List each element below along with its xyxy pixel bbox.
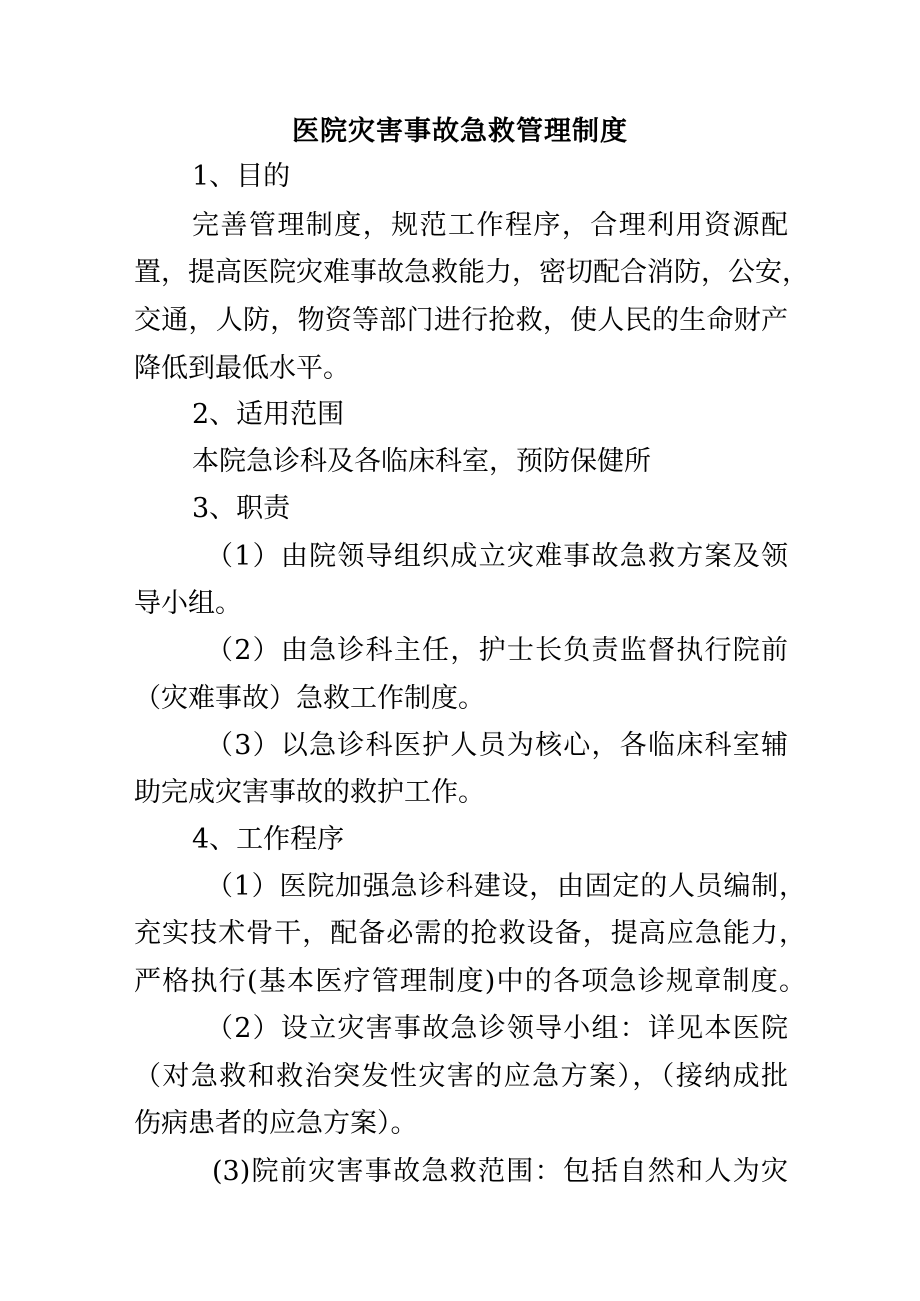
section-heading-procedure: 4、工作程序 [192, 824, 345, 855]
list-item-line: （灾难事故）急救工作制度。 [134, 683, 485, 714]
list-item-line: （1）由院领导组织成立灾难事故急救方案及领 [206, 541, 788, 572]
list-item-line: 严格执行(基本医疗管理制度)中的各项急诊规章制度。 [134, 966, 806, 997]
list-item-line: （2）由急诊科主任，护士长负责监督执行院前 [206, 635, 788, 666]
list-item-line: 助完成灾害事故的救护工作。 [134, 777, 485, 808]
paragraph-line: 完善管理制度，规范工作程序，合理利用资源配 [192, 210, 788, 241]
section-heading-duties: 3、职责 [192, 493, 291, 524]
list-item-line: 充实技术骨干，配备必需的抢救设备，提高应急能力， [134, 918, 806, 949]
list-item-line: （2）设立灾害事故急诊领导小组：详见本医院 [206, 1013, 788, 1044]
list-item-line: （1）医院加强急诊科建设，由固定的人员编制， [206, 871, 806, 902]
document-title: 医院灾害事故急救管理制度 [292, 116, 628, 147]
paragraph-line: 本院急诊科及各临床科室，预防保健所 [192, 446, 651, 477]
list-item-line: (3)院前灾害事故急救范围：包括自然和人为灾 [212, 1156, 788, 1187]
list-item-line: 导小组。 [134, 588, 242, 619]
section-heading-scope: 2、适用范围 [192, 399, 345, 430]
list-item-line: 伤病患者的应急方案）。 [134, 1108, 418, 1139]
section-heading-purpose: 1、目的 [192, 161, 291, 192]
paragraph-line: 交通，人防，物资等部门进行抢救，使人民的生命财产 [134, 305, 788, 336]
paragraph-line: 置，提高医院灾难事故急救能力，密切配合消防，公安， [134, 257, 809, 288]
list-item-line: （3）以急诊科医护人员为核心，各临床科室辅 [206, 730, 788, 761]
list-item-line: （对急救和救治突发性灾害的应急方案），（接纳成批 [134, 1061, 788, 1092]
paragraph-line: 降低到最低水平。 [134, 353, 350, 384]
